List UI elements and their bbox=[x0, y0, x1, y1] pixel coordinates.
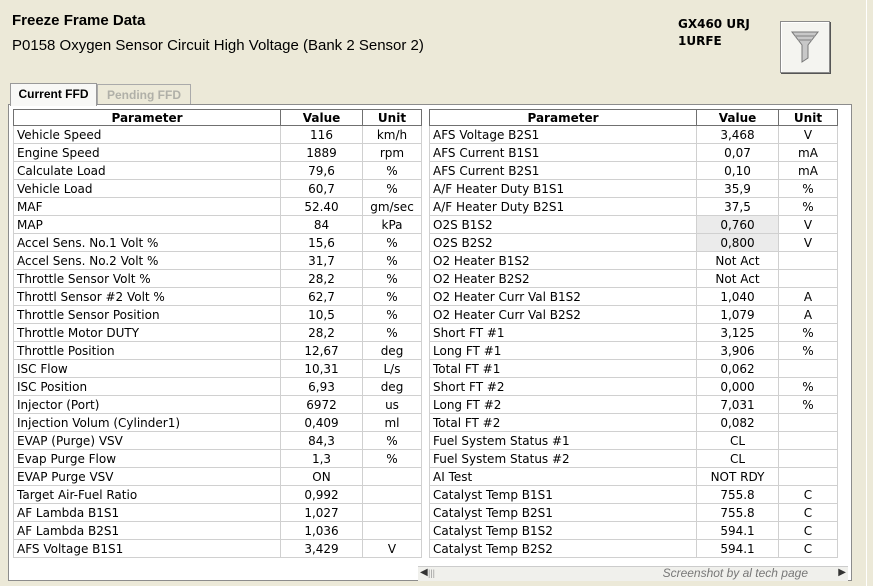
value-cell: 594.1 bbox=[697, 540, 779, 558]
table-row[interactable] bbox=[14, 540, 422, 558]
parameter-cell: Calculate Load bbox=[14, 162, 281, 180]
parameter-cell: O2 Heater Curr Val B1S2 bbox=[430, 288, 697, 306]
value-cell: 84 bbox=[281, 216, 363, 234]
table-row[interactable] bbox=[430, 486, 838, 504]
value-cell: 0,760 bbox=[697, 216, 779, 234]
table-row[interactable] bbox=[14, 522, 422, 540]
parameter-cell: Long FT #1 bbox=[430, 342, 697, 360]
unit-cell: A bbox=[779, 288, 838, 306]
parameter-cell: EVAP (Purge) VSV bbox=[14, 432, 281, 450]
unit-cell: rpm bbox=[363, 144, 422, 162]
value-cell: 62,7 bbox=[281, 288, 363, 306]
filter-button[interactable] bbox=[780, 21, 830, 73]
value-cell: ON bbox=[281, 468, 363, 486]
column-header-unit[interactable]: Unit bbox=[363, 110, 422, 126]
table-row[interactable] bbox=[14, 126, 422, 144]
value-cell: 6,93 bbox=[281, 378, 363, 396]
table-row[interactable] bbox=[430, 216, 838, 234]
unit-cell: km/h bbox=[363, 126, 422, 144]
value-cell: 1,027 bbox=[281, 504, 363, 522]
table-row[interactable] bbox=[14, 324, 422, 342]
unit-cell: % bbox=[363, 234, 422, 252]
value-cell: 37,5 bbox=[697, 198, 779, 216]
table-row[interactable] bbox=[430, 144, 838, 162]
table-row[interactable] bbox=[14, 234, 422, 252]
unit-cell: mA bbox=[779, 144, 838, 162]
value-cell: 6972 bbox=[281, 396, 363, 414]
table-row[interactable] bbox=[14, 180, 422, 198]
parameter-cell: Accel Sens. No.2 Volt % bbox=[14, 252, 281, 270]
unit-cell: % bbox=[363, 162, 422, 180]
parameter-cell: Throttle Position bbox=[14, 342, 281, 360]
value-cell: 1,3 bbox=[281, 450, 363, 468]
table-row[interactable] bbox=[430, 432, 838, 450]
unit-cell: V bbox=[779, 234, 838, 252]
unit-cell: % bbox=[779, 180, 838, 198]
table-row[interactable] bbox=[14, 306, 422, 324]
unit-cell: A bbox=[779, 306, 838, 324]
value-cell: 0,062 bbox=[697, 360, 779, 378]
value-cell: 1,036 bbox=[281, 522, 363, 540]
unit-cell: C bbox=[779, 540, 838, 558]
vertical-scrollbar[interactable] bbox=[866, 0, 873, 586]
unit-cell: % bbox=[363, 306, 422, 324]
unit-cell: V bbox=[779, 126, 838, 144]
value-cell: 594.1 bbox=[697, 522, 779, 540]
table-row[interactable] bbox=[14, 162, 422, 180]
table-row[interactable] bbox=[430, 414, 838, 432]
table-row[interactable] bbox=[430, 270, 838, 288]
value-cell: 28,2 bbox=[281, 270, 363, 288]
unit-cell bbox=[363, 468, 422, 486]
parameter-cell: Throttle Sensor Volt % bbox=[14, 270, 281, 288]
parameter-cell: Injection Volum (Cylinder1) bbox=[14, 414, 281, 432]
parameter-cell: Short FT #2 bbox=[430, 378, 697, 396]
ffd-panel bbox=[8, 104, 852, 581]
scroll-left-icon[interactable]: ◀ bbox=[420, 567, 428, 578]
value-cell: 0,800 bbox=[697, 234, 779, 252]
parameter-cell: Catalyst Temp B2S2 bbox=[430, 540, 697, 558]
table-row[interactable] bbox=[14, 432, 422, 450]
unit-cell: C bbox=[779, 486, 838, 504]
unit-cell bbox=[779, 414, 838, 432]
value-cell: 15,6 bbox=[281, 234, 363, 252]
unit-cell: deg bbox=[363, 342, 422, 360]
scroll-grip-icon[interactable]: ||| bbox=[428, 568, 436, 578]
parameter-cell: Engine Speed bbox=[14, 144, 281, 162]
table-row[interactable] bbox=[14, 504, 422, 522]
table-row[interactable] bbox=[14, 252, 422, 270]
unit-cell bbox=[363, 486, 422, 504]
unit-cell: % bbox=[363, 180, 422, 198]
table-row[interactable] bbox=[430, 180, 838, 198]
value-cell: 3,906 bbox=[697, 342, 779, 360]
screenshot-credit: Screenshot by al tech page bbox=[662, 566, 808, 580]
engine-code: 1URFE bbox=[678, 34, 722, 48]
table-row[interactable] bbox=[14, 360, 422, 378]
unit-cell: mA bbox=[779, 162, 838, 180]
unit-cell: ml bbox=[363, 414, 422, 432]
table-row[interactable] bbox=[430, 342, 838, 360]
unit-cell: % bbox=[363, 450, 422, 468]
table-row[interactable] bbox=[430, 306, 838, 324]
value-cell: 1,079 bbox=[697, 306, 779, 324]
unit-cell bbox=[779, 468, 838, 486]
unit-cell: % bbox=[363, 252, 422, 270]
value-cell: CL bbox=[697, 450, 779, 468]
table-row[interactable] bbox=[430, 198, 838, 216]
tab-current-ffd[interactable]: Current FFD bbox=[10, 83, 97, 106]
unit-cell bbox=[779, 360, 838, 378]
table-row[interactable] bbox=[430, 162, 838, 180]
parameter-cell: AFS Voltage B1S1 bbox=[14, 540, 281, 558]
parameter-cell: ISC Position bbox=[14, 378, 281, 396]
value-cell: NOT RDY bbox=[697, 468, 779, 486]
unit-cell: % bbox=[363, 288, 422, 306]
unit-cell: gm/sec bbox=[363, 198, 422, 216]
unit-cell: % bbox=[363, 270, 422, 288]
parameter-cell: O2 Heater Curr Val B2S2 bbox=[430, 306, 697, 324]
value-cell: 3,468 bbox=[697, 126, 779, 144]
unit-cell: C bbox=[779, 522, 838, 540]
parameter-cell: O2 Heater B1S2 bbox=[430, 252, 697, 270]
value-cell: Not Act bbox=[697, 252, 779, 270]
value-cell: 12,67 bbox=[281, 342, 363, 360]
parameter-cell: Injector (Port) bbox=[14, 396, 281, 414]
dtc-description: P0158 Oxygen Sensor Circuit High Voltage (Bank 2 Sensor 2) bbox=[12, 37, 424, 54]
value-cell: 10,5 bbox=[281, 306, 363, 324]
parameter-cell: Accel Sens. No.1 Volt % bbox=[14, 234, 281, 252]
table-row[interactable] bbox=[430, 396, 838, 414]
table-row[interactable] bbox=[14, 414, 422, 432]
table-row[interactable] bbox=[14, 270, 422, 288]
unit-cell: us bbox=[363, 396, 422, 414]
window-title: Freeze Frame Data bbox=[12, 12, 146, 29]
parameter-cell: AFS Current B2S1 bbox=[430, 162, 697, 180]
table-row[interactable] bbox=[14, 468, 422, 486]
unit-cell: L/s bbox=[363, 360, 422, 378]
unit-cell bbox=[779, 450, 838, 468]
funnel-icon bbox=[790, 28, 820, 66]
table-row[interactable] bbox=[430, 468, 838, 486]
value-cell: 755.8 bbox=[697, 504, 779, 522]
column-header-parameter[interactable]: Parameter bbox=[430, 110, 697, 126]
table-row[interactable] bbox=[430, 450, 838, 468]
unit-cell: % bbox=[779, 396, 838, 414]
table-row[interactable] bbox=[430, 540, 838, 558]
value-cell: 0,07 bbox=[697, 144, 779, 162]
value-cell: 7,031 bbox=[697, 396, 779, 414]
table-row[interactable] bbox=[14, 486, 422, 504]
parameter-cell: Catalyst Temp B2S1 bbox=[430, 504, 697, 522]
column-header-value[interactable]: Value bbox=[281, 110, 363, 126]
column-header-value[interactable]: Value bbox=[697, 110, 779, 126]
unit-cell bbox=[363, 504, 422, 522]
unit-cell: V bbox=[363, 540, 422, 558]
table-row[interactable] bbox=[430, 504, 838, 522]
value-cell: 31,7 bbox=[281, 252, 363, 270]
parameter-cell: Catalyst Temp B1S1 bbox=[430, 486, 697, 504]
vehicle-model: GX460 URJ bbox=[678, 17, 750, 31]
table-row[interactable] bbox=[430, 126, 838, 144]
parameter-cell: Throttle Sensor Position bbox=[14, 306, 281, 324]
value-cell: 79,6 bbox=[281, 162, 363, 180]
parameter-cell: Evap Purge Flow bbox=[14, 450, 281, 468]
unit-cell: V bbox=[779, 216, 838, 234]
unit-cell: kPa bbox=[363, 216, 422, 234]
parameter-cell: AFS Voltage B2S1 bbox=[430, 126, 697, 144]
table-row[interactable] bbox=[430, 234, 838, 252]
table-row[interactable] bbox=[14, 144, 422, 162]
parameter-cell: Vehicle Speed bbox=[14, 126, 281, 144]
parameter-cell: Throttl Sensor #2 Volt % bbox=[14, 288, 281, 306]
value-cell: 0,992 bbox=[281, 486, 363, 504]
value-cell: 84,3 bbox=[281, 432, 363, 450]
table-row[interactable] bbox=[430, 360, 838, 378]
table-row[interactable] bbox=[14, 342, 422, 360]
parameter-cell: Catalyst Temp B1S2 bbox=[430, 522, 697, 540]
value-cell: 60,7 bbox=[281, 180, 363, 198]
column-header-unit[interactable]: Unit bbox=[779, 110, 838, 126]
unit-cell: % bbox=[363, 432, 422, 450]
table-row[interactable] bbox=[430, 378, 838, 396]
parameter-cell: O2S B2S2 bbox=[430, 234, 697, 252]
value-cell: Not Act bbox=[697, 270, 779, 288]
horizontal-scrollbar[interactable] bbox=[418, 566, 848, 581]
unit-cell: % bbox=[363, 324, 422, 342]
value-cell: 0,10 bbox=[697, 162, 779, 180]
value-cell: 35,9 bbox=[697, 180, 779, 198]
unit-cell bbox=[779, 270, 838, 288]
unit-cell: % bbox=[779, 342, 838, 360]
unit-cell bbox=[779, 432, 838, 450]
value-cell: 0,409 bbox=[281, 414, 363, 432]
unit-cell bbox=[779, 252, 838, 270]
right-data-table bbox=[429, 109, 838, 558]
value-cell: 1,040 bbox=[697, 288, 779, 306]
parameter-cell: Vehicle Load bbox=[14, 180, 281, 198]
left-data-table bbox=[13, 109, 422, 558]
value-cell: 28,2 bbox=[281, 324, 363, 342]
value-cell: 52.40 bbox=[281, 198, 363, 216]
unit-cell: % bbox=[779, 324, 838, 342]
table-row[interactable] bbox=[430, 288, 838, 306]
parameter-cell: Total FT #2 bbox=[430, 414, 697, 432]
table-row[interactable] bbox=[430, 324, 838, 342]
table-row[interactable] bbox=[14, 216, 422, 234]
value-cell: 3,125 bbox=[697, 324, 779, 342]
value-cell: 0,000 bbox=[697, 378, 779, 396]
parameter-cell: AF Lambda B1S1 bbox=[14, 504, 281, 522]
unit-cell bbox=[363, 522, 422, 540]
value-cell: 0,082 bbox=[697, 414, 779, 432]
parameter-cell: O2S B1S2 bbox=[430, 216, 697, 234]
tab-pending-ffd[interactable]: Pending FFD bbox=[97, 84, 191, 105]
column-header-parameter[interactable]: Parameter bbox=[14, 110, 281, 126]
unit-cell: % bbox=[779, 378, 838, 396]
value-cell: 1889 bbox=[281, 144, 363, 162]
parameter-cell: ISC Flow bbox=[14, 360, 281, 378]
table-row[interactable] bbox=[14, 450, 422, 468]
parameter-cell: AF Lambda B2S1 bbox=[14, 522, 281, 540]
value-cell: 116 bbox=[281, 126, 363, 144]
value-cell: 3,429 bbox=[281, 540, 363, 558]
value-cell: 10,31 bbox=[281, 360, 363, 378]
unit-cell: % bbox=[779, 198, 838, 216]
table-row[interactable] bbox=[430, 252, 838, 270]
parameter-cell: Fuel System Status #1 bbox=[430, 432, 697, 450]
table-row[interactable] bbox=[14, 198, 422, 216]
parameter-cell: MAP bbox=[14, 216, 281, 234]
value-cell: CL bbox=[697, 432, 779, 450]
parameter-cell: O2 Heater B2S2 bbox=[430, 270, 697, 288]
table-row[interactable] bbox=[14, 288, 422, 306]
table-row[interactable] bbox=[14, 378, 422, 396]
scroll-right-icon[interactable]: ▶ bbox=[838, 567, 846, 578]
value-cell: 755.8 bbox=[697, 486, 779, 504]
unit-cell: deg bbox=[363, 378, 422, 396]
parameter-cell: EVAP Purge VSV bbox=[14, 468, 281, 486]
parameter-cell: MAF bbox=[14, 198, 281, 216]
parameter-cell: Fuel System Status #2 bbox=[430, 450, 697, 468]
unit-cell: C bbox=[779, 504, 838, 522]
table-row[interactable] bbox=[430, 522, 838, 540]
parameter-cell: Long FT #2 bbox=[430, 396, 697, 414]
table-row[interactable] bbox=[14, 396, 422, 414]
parameter-cell: Short FT #1 bbox=[430, 324, 697, 342]
parameter-cell: AI Test bbox=[430, 468, 697, 486]
parameter-cell: Target Air-Fuel Ratio bbox=[14, 486, 281, 504]
parameter-cell: Total FT #1 bbox=[430, 360, 697, 378]
parameter-cell: Throttle Motor DUTY bbox=[14, 324, 281, 342]
parameter-cell: A/F Heater Duty B2S1 bbox=[430, 198, 697, 216]
parameter-cell: A/F Heater Duty B1S1 bbox=[430, 180, 697, 198]
parameter-cell: AFS Current B1S1 bbox=[430, 144, 697, 162]
